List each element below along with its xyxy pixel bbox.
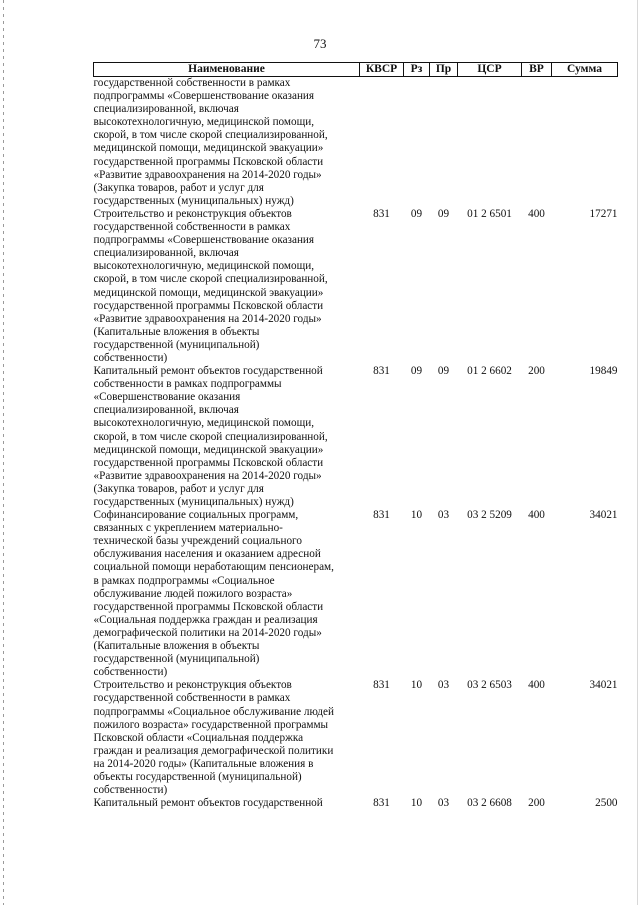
row-sum: 19849 [589, 365, 618, 378]
table-row [94, 208, 618, 365]
table-row [94, 365, 618, 509]
page-edge [637, 0, 638, 905]
header-csr: ЦСР [458, 63, 522, 77]
row-csr: 03 2 6608 [467, 797, 512, 810]
row-csr: 03 2 5209 [467, 509, 512, 522]
row-kvsr: 831 [373, 679, 390, 692]
row-csr: 03 2 6503 [467, 679, 512, 692]
row-sum: 17271 [589, 207, 618, 220]
row-name: Строительство и реконструкция объектов государственной собственности в рамках подпрограммы «Совершенствование оказания специализированной, включая высокотехнологичную, медицинской помощи, скорой, в том числе скорой специализированной, медицинской помощи, медицинской эвакуации» государственной программы Псковской области «Развитие здравоохранения на 2014-2020 годы» (Капитальные вложения в объекты государственной (муниципальной) собственности) [93, 207, 328, 364]
row-pr: 03 [437, 797, 450, 810]
row-name: Строительство и реконструкция объектов государственной собственности в рамках подпрограммы «Социальное обслуживание людей пожилого возраста» государственной программы Псковской области «Социальная поддержка граждан и реализация демографической политики на 2014-2020 годы» (Капитальные вложения в объекты государственной (муниципальной) собственности) [93, 679, 334, 797]
row-pr [430, 77, 458, 208]
row-vr: 200 [528, 797, 545, 810]
row-kvsr: 831 [373, 365, 390, 378]
row-sum: 34021 [589, 509, 618, 522]
row-pr: 03 [437, 509, 450, 522]
row-csr [458, 77, 522, 208]
header-pr: Пр [430, 63, 458, 77]
page-number: 73 [313, 36, 327, 51]
row-kvsr: 831 [373, 207, 390, 220]
row-csr: 01 2 6501 [467, 207, 512, 220]
row-rz: 10 [410, 797, 423, 810]
row-name: Софинансирование социальных программ, связанных с укреплением материально- технической базы учреждений социального обслуживания населения и оказанием адресной социальной помощи неработающим пенсионерам, в рамках подпрограммы «Социальное обслуживание людей пожилого возраста» государственной программы Псковской области «Социальная поддержка граждан и реализация демографической политики на 2014-2020 годы» (Капитальные вложения в объекты государственной (муниципальной) собственности) [93, 509, 334, 679]
row-vr [522, 77, 552, 208]
row-rz: 10 [410, 509, 423, 522]
row-pr: 09 [437, 365, 450, 378]
table-row [94, 77, 618, 208]
row-pr: 03 [437, 679, 450, 692]
row-vr: 200 [528, 365, 545, 378]
header-kvsr: КВСР [360, 63, 404, 77]
row-kvsr: 831 [373, 797, 390, 810]
table-header-row [94, 63, 618, 77]
row-kvsr: 831 [373, 509, 390, 522]
row-rz [404, 77, 430, 208]
row-csr: 01 2 6602 [467, 365, 512, 378]
row-vr: 400 [528, 207, 545, 220]
header-name: Наименование [94, 63, 360, 77]
row-rz: 09 [410, 365, 423, 378]
table-row [94, 509, 618, 679]
binding-edge [3, 0, 4, 905]
row-name: Капитальный ремонт объектов государственной собственности в рамках подпрограммы «Совершенствование оказания специализированной, включая высокотехнологичную, медицинской помощи, скорой, в том числе скорой специализированной, медицинской помощи, медицинской эвакуации» государственной программы Псковской области «Развитие здравоохранения на 2014-2020 годы» (Закупка товаров, работ и услуг для государственных (муниципальных) нужд) [93, 365, 328, 508]
table-row [94, 679, 618, 797]
header-sum: Сумма [552, 63, 618, 77]
table-row [94, 797, 618, 810]
row-rz: 09 [410, 207, 423, 220]
row-name: государственной собственности в рамках подпрограммы «Совершенствование оказания специализированной, включая высокотехнологичную, медицинской помощи, скорой, в том числе скорой специализированной, медицинской помощи, медицинской эвакуации» государственной программы Псковской области «Развитие здравоохранения на 2014-2020 годы» (Закупка товаров, работ и услуг для государственных (муниципальных) нужд) [93, 77, 328, 207]
row-pr: 09 [437, 207, 450, 220]
row-sum [552, 77, 618, 208]
header-vr: ВР [522, 63, 552, 77]
row-rz: 10 [410, 679, 423, 692]
row-vr: 400 [528, 509, 545, 522]
row-sum: 2500 [595, 797, 618, 810]
header-rz: Рз [404, 63, 430, 77]
row-vr: 400 [528, 679, 545, 692]
budget-table [93, 62, 618, 810]
row-kvsr [360, 77, 404, 208]
row-name: Капитальный ремонт объектов государственной [93, 797, 323, 810]
row-sum: 34021 [589, 679, 618, 692]
